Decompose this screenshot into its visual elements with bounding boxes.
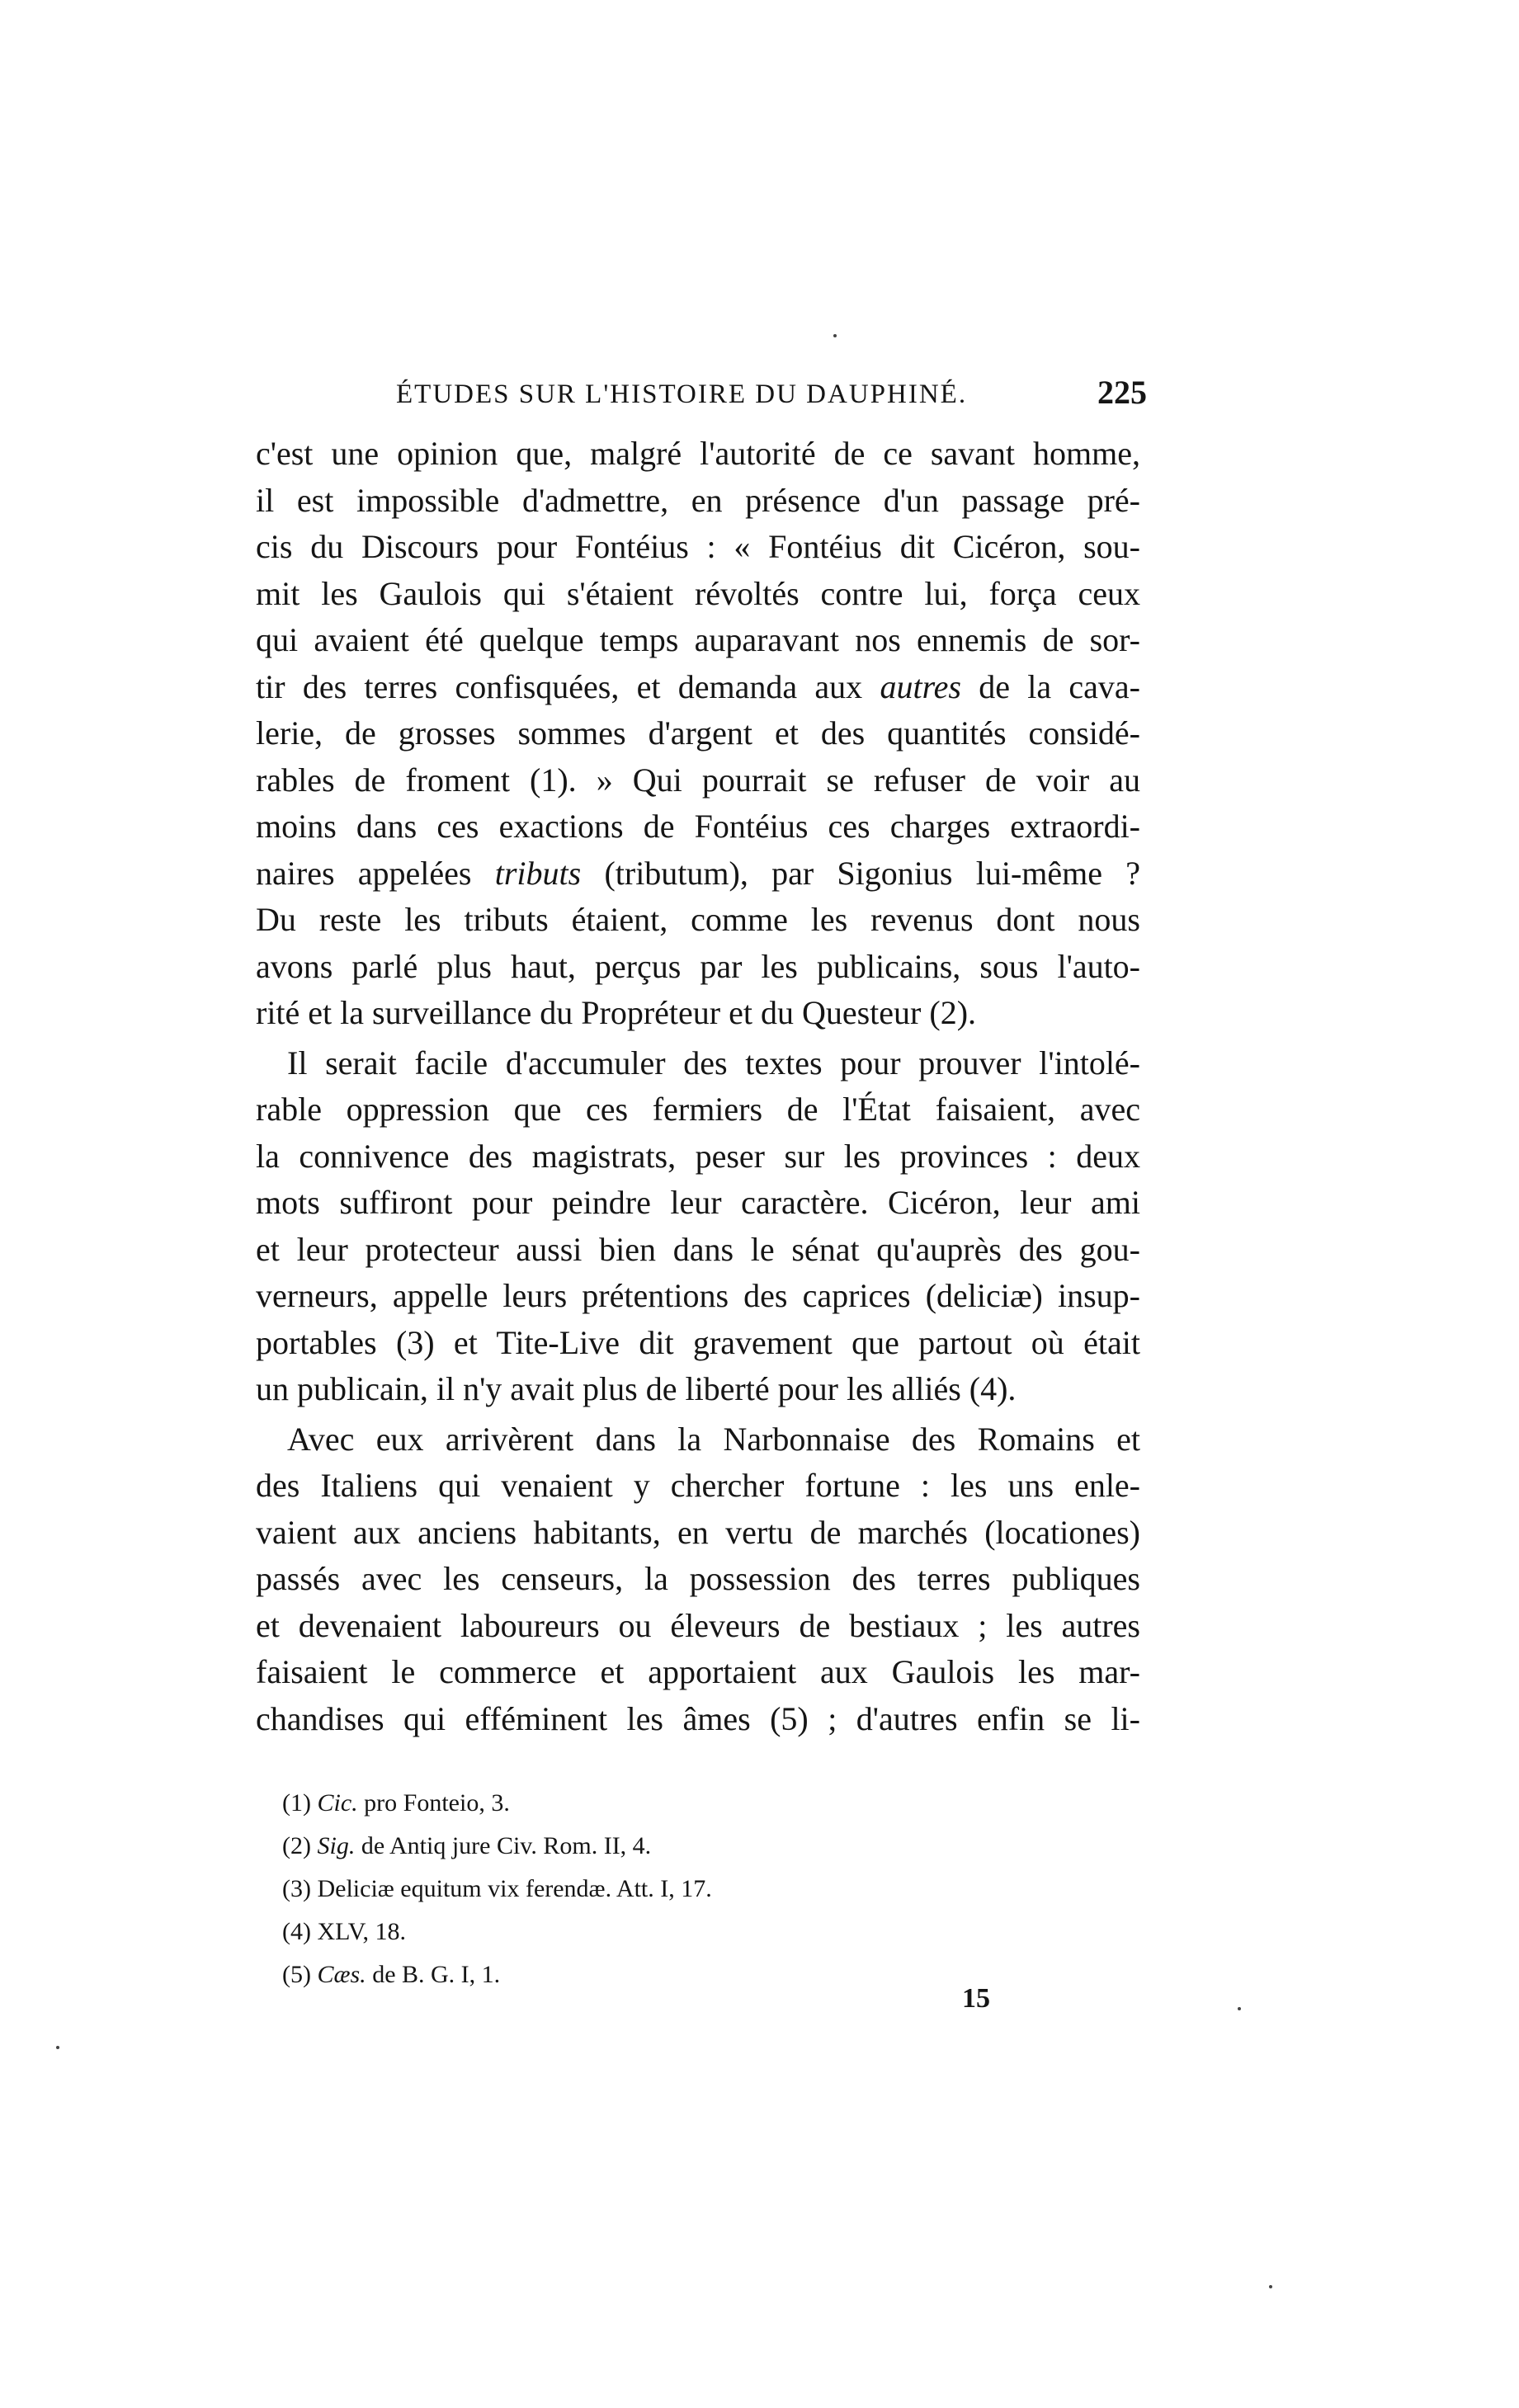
signature-mark: 15 xyxy=(962,1983,990,2014)
text-line: un publicain, il n'y avait plus de liberté pour les alliés (4). xyxy=(256,1370,1017,1407)
footnote xyxy=(282,1911,860,1953)
footnote xyxy=(282,1825,860,1868)
scan-speck xyxy=(56,2046,59,2049)
text-line: mit les Gaulois qui s'étaient révoltés contre lui, força ceux xyxy=(256,574,1140,612)
footnote-source: Sig. xyxy=(317,1832,356,1859)
text-line: rable oppression que ces fermiers de l'État faisaient, avec xyxy=(256,1091,1140,1128)
text-line xyxy=(256,664,1140,711)
footnote-text: de B. G. I, 1. xyxy=(366,1961,501,1988)
scan-speck xyxy=(1238,2007,1241,2010)
footnote-source: Cæs. xyxy=(317,1961,366,1988)
text-line: qui avaient été quelque temps auparavant nos ennemis de sor- xyxy=(256,621,1140,658)
text-line: Du reste les tributs étaient, comme les revenus dont nous xyxy=(256,901,1140,938)
footnote xyxy=(282,1782,860,1825)
text-run: de la cava- xyxy=(960,667,1140,705)
footnote-text: XLV, 18. xyxy=(317,1918,407,1945)
text-line: passés avec les censeurs, la possession des terres publiques xyxy=(256,1560,1140,1597)
text-line: faisaient le commerce et apportaient aux Gaulois les mar- xyxy=(256,1653,1140,1690)
footnote-marker: (2) xyxy=(282,1832,311,1859)
footnote xyxy=(282,1868,860,1911)
text-line: la connivence des magistrats, peser sur les provinces : deux xyxy=(256,1137,1140,1175)
footnote-text: Deliciæ equitum vix ferendæ. Att. I, 17. xyxy=(317,1875,712,1902)
footnote-marker: (1) xyxy=(282,1789,311,1817)
running-title: ÉTUDES SUR L'HISTOIRE DU DAUPHINÉ. xyxy=(396,379,968,409)
text-line: il est impossible d'admettre, en présence d'un passage pré- xyxy=(256,481,1140,519)
text-line xyxy=(256,851,1140,898)
footnote-marker: (5) xyxy=(282,1961,311,1988)
footnote-text: pro Fonteio, 3. xyxy=(357,1789,510,1817)
footnote-source: Cic. xyxy=(317,1789,358,1817)
text-line: chandises qui efféminent les âmes (5) ; d'autres enfin se li- xyxy=(256,1699,1140,1737)
italic-word: tributs xyxy=(494,854,582,892)
text-line: c'est une opinion que, malgré l'autorité de ce savant homme, xyxy=(256,435,1140,472)
text-line: cis du Discours pour Fontéius : « Fontéius dit Cicéron, sou- xyxy=(256,528,1140,565)
paragraph-first-line: Il serait facile d'accumuler des textes pour prouver l'intolé- xyxy=(287,1044,1140,1081)
scan-speck xyxy=(1269,2285,1272,2288)
text-run: naires appelées xyxy=(256,854,495,892)
footnote-marker: (4) xyxy=(282,1918,311,1945)
text-line: verneurs, appelle leurs prétentions des caprices (deliciæ) insup- xyxy=(256,1277,1140,1314)
text-line: rité et la surveillance du Propréteur et du Questeur (2). xyxy=(256,994,977,1031)
text-line: avons parlé plus haut, perçus par les publicains, sous l'auto- xyxy=(256,947,1140,985)
scan-speck xyxy=(833,334,837,337)
footnote xyxy=(282,1953,860,1996)
paragraph-first-line: Avec eux arrivèrent dans la Narbonnaise des Romains et xyxy=(287,1420,1140,1458)
text-line: portables (3) et Tite-Live dit gravement que partout où était xyxy=(256,1323,1140,1361)
footnote-text: de Antiq jure Civ. Rom. II, 4. xyxy=(355,1832,652,1859)
text-line: rables de froment (1). » Qui pourrait se refuser de voir au xyxy=(256,761,1140,799)
footnotes xyxy=(282,1782,860,1996)
text-line: mots suffiront pour peindre leur caractère. Cicéron, leur ami xyxy=(256,1184,1140,1221)
text-line: et leur protecteur aussi bien dans le sénat qu'auprès des gou- xyxy=(256,1230,1140,1268)
text-line: moins dans ces exactions de Fontéius ces charges extraordi- xyxy=(256,808,1140,845)
text-line: vaient aux anciens habitants, en vertu de marchés (locationes) xyxy=(256,1513,1140,1551)
text-run: (tributum), par Sigonius lui-même ? xyxy=(581,854,1140,892)
body-text xyxy=(256,431,1140,1742)
page-number: 225 xyxy=(1097,374,1147,411)
footnote-marker: (3) xyxy=(282,1875,311,1902)
italic-word: autres xyxy=(880,667,961,705)
text-line: des Italiens qui venaient y chercher fortune : les uns enle- xyxy=(256,1467,1140,1504)
running-head xyxy=(396,373,1155,422)
text-line: et devenaient laboureurs ou éleveurs de bestiaux ; les autres xyxy=(256,1606,1140,1644)
text-run: tir des terres confisquées, et demanda aux xyxy=(256,667,880,705)
text-line: lerie, de grosses sommes d'argent et des quantités considé- xyxy=(256,714,1140,752)
